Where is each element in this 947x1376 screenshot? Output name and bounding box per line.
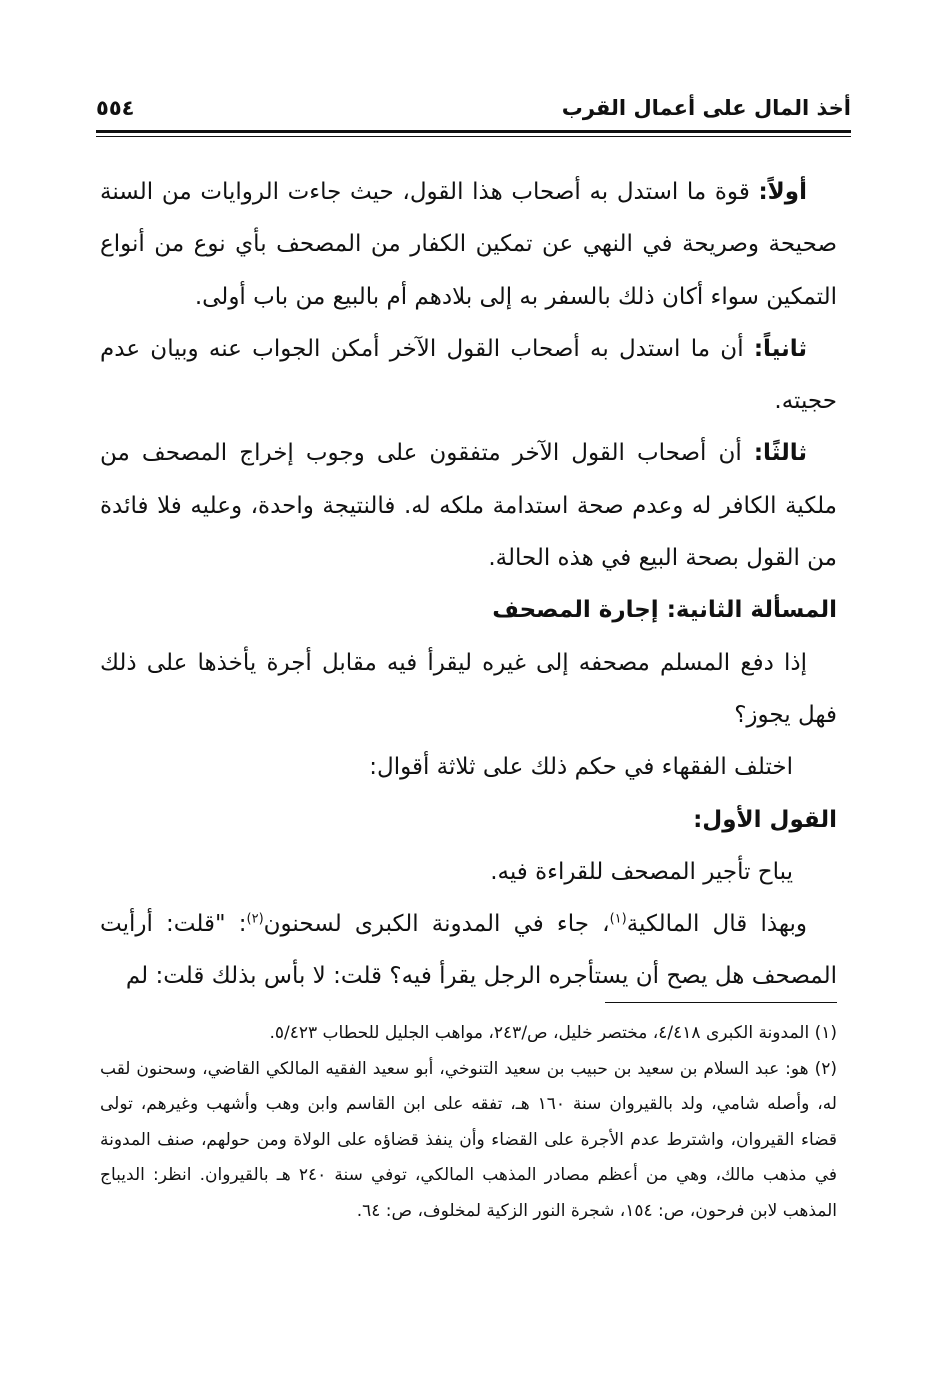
footnote-ref-2[interactable]: (٢)	[246, 911, 264, 927]
question-paragraph: إذا دفع المسلم مصحفه إلى غيره ليقرأ فيه مقابل أجرة يأخذها على ذلك فهل يجوز؟	[100, 649, 837, 728]
footnote-1: (١) المدونة الكبرى ٤/٤١٨، مختصر خليل، ص/٢٤٣، مواهب الجليل للحطاب ٥/٤٢٣.	[269, 1023, 837, 1043]
page-number: ٥٥٤	[96, 96, 135, 120]
footnote-separator	[605, 1002, 837, 1003]
maliki-paragraph	[100, 898, 837, 1003]
footnote-2: (٢) هو: عبد السلام بن سعيد بن حبيب بن سعيد التنوخي، أبو سعيد الفقيه المالكي القاضي، وسحنون لقب له، وأصله شامي، ولد بالقيروان سنة ١٦٠ هـ، تفقه على ابن القاسم وابن وهب وأشهب وغيرهم، تولى قضاء القيروان، واشترط عدم الأجرة على القضاء وأن ينفذ قضاؤه على الولاة ومن حولهم، صنف المدونة في مذهب مالك، وهي من أعظم مصادر المذهب المالكي، توفي سنة ٢٤٠ هـ بالقيروان. انظر: الديباج المذهب لابن فرحون، ص: ١٥٤، شجرة النور الزكية لمخلوف، ص: ٦٤.	[100, 1058, 837, 1221]
header-rule-thin	[96, 136, 851, 137]
paragraph-lead: ثانياً:	[753, 335, 807, 362]
section-heading: المسألة الثانية: إجارة المصحف	[492, 597, 837, 624]
header-rule	[96, 130, 851, 133]
first-opinion-text: يباح تأجير المصحف للقراءة فيه.	[490, 858, 793, 885]
paragraph-first	[100, 166, 837, 323]
paragraph-lead: أولاً:	[758, 179, 807, 205]
paragraph-body: أن ما استدل به أصحاب القول الآخر أمكن الجواب عنه وبيان عدم حجيته.	[100, 335, 837, 415]
footnote-ref-1[interactable]: (١)	[609, 911, 627, 927]
paragraph-body: قوة ما استدل به أصحاب هذا القول، حيث جاءت الروايات من السنة صحيحة وصريحة في النهي عن تمكين الكفار من المصحف بأي نوع من أنواع التمكين سواء أكان ذلك بالسفر به إلى بلادهم أم بالبيع من باب أولى.	[100, 179, 837, 310]
running-header	[96, 92, 851, 128]
footnotes	[100, 1016, 837, 1229]
paragraph-third	[100, 427, 837, 584]
paragraph-body: أن أصحاب القول الآخر متفقون على وجوب إخراج المصحف من ملكية الكافر له وعدم صحة استدامة ملكه له. فالنتيجة واحدة، وعليه فلا فائدة من القول بصحة البيع في هذه الحالة.	[100, 440, 837, 572]
maliki-text-1: وبهذا قال المالكية	[626, 911, 808, 938]
maliki-text-3: : "قلت: أرأيت المصحف هل يصح أن يستأجره الرجل يقرأ فيه؟ قلت: لا بأس بذلك قلت: لم	[100, 911, 837, 990]
intro-paragraph: اختلف الفقهاء في حكم ذلك على ثلاثة أقوال:	[369, 754, 793, 781]
main-text	[100, 166, 837, 1003]
maliki-text-2: ، جاء في المدونة الكبرى لسحنون	[263, 911, 610, 938]
header-title: أخذ المال على أعمال القرب	[561, 96, 851, 120]
paragraph-second	[100, 323, 837, 428]
paragraph-lead: ثالثًا:	[753, 440, 807, 467]
first-opinion-heading: القول الأول:	[693, 806, 837, 833]
